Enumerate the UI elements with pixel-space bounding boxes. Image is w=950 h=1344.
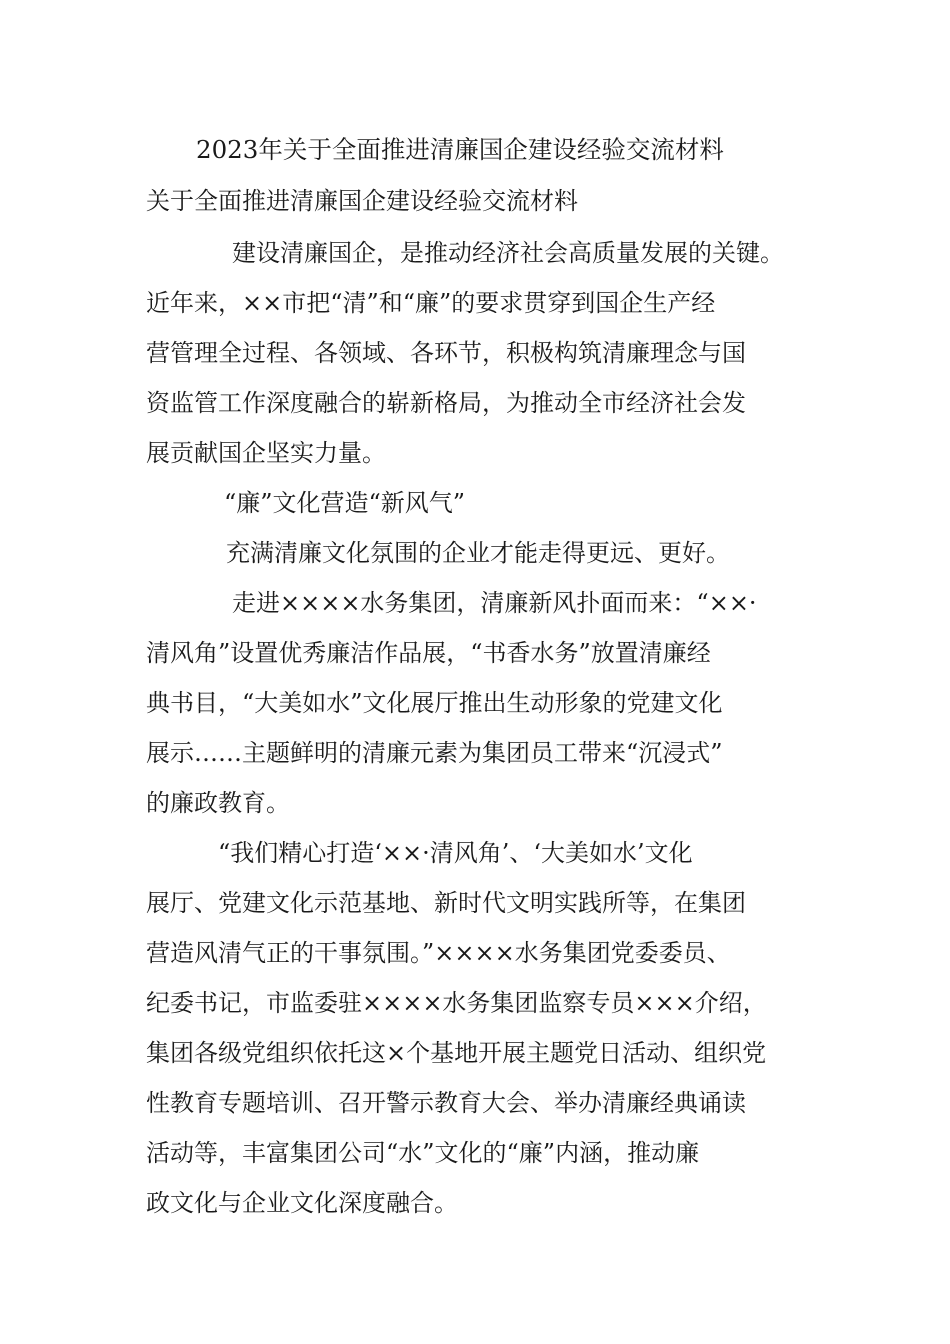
paragraph-quote <box>146 828 826 1228</box>
paragraph-line: 纪委书记，市监委驻××××水务集团监察专员×××介绍， <box>146 989 767 1017</box>
paragraph-line: 集团各级党组织依托这×个基地开展主题党日活动、组织党 <box>146 1039 767 1067</box>
document-title: 2023年关于全面推进清廉国企建设经验交流材料 <box>196 135 724 164</box>
paragraph-line: 营管理全过程、各领域、各环节，积极构筑清廉理念与国 <box>146 339 746 367</box>
paragraph-line: 充满清廉文化氛围的企业才能走得更远、更好。 <box>226 539 730 567</box>
paragraph-line: 资监管工作深度融合的崭新格局，为推动全市经济社会发 <box>146 389 746 417</box>
paragraph-line: 展示……主题鲜明的清廉元素为集团员工带来“沉浸式” <box>146 739 723 767</box>
paragraph-culture <box>146 528 826 578</box>
paragraph-line: 建设清廉国企，是推动经济社会高质量发展的关键。 <box>208 239 784 267</box>
paragraph-water-group <box>146 578 826 828</box>
section-heading <box>146 478 826 528</box>
paragraph-line: 营造风清气正的干事氛围。”××××水务集团党委委员、 <box>146 939 731 967</box>
paragraph-line: 走进××××水务集团，清廉新风扑面而来：“××· <box>208 589 757 617</box>
paragraph-line: 典书目，“大美如水”文化展厅推出生动形象的党建文化 <box>146 689 723 717</box>
paragraph-line: 展厅、党建文化示范基地、新时代文明实践所等，在集团 <box>146 889 746 917</box>
paragraph-line: 近年来，××市把“清”和“廉”的要求贯穿到国企生产经 <box>146 289 716 317</box>
paragraph-line: 性教育专题培训、召开警示教育大会、举办清廉经典诵读 <box>146 1089 746 1117</box>
section-heading-text: “廉”文化营造“新风气” <box>224 489 466 517</box>
paragraph-line: 清风角”设置优秀廉洁作品展，“书香水务”放置清廉经 <box>146 639 711 667</box>
paragraph-line: 的廉政教育。 <box>146 789 290 817</box>
paragraph-line: 展贡献国企坚实力量。 <box>146 439 386 467</box>
paragraph-line: “我们精心打造‘××·清风角’、‘大美如水’文化 <box>218 839 693 867</box>
document-subtitle: 关于全面推进清廉国企建设经验交流材料 <box>146 187 578 215</box>
paragraph-line: 活动等，丰富集团公司“水”文化的“廉”内涵，推动廉 <box>146 1139 700 1167</box>
paragraph-intro <box>146 228 826 478</box>
paragraph-line: 政文化与企业文化深度融合。 <box>146 1189 458 1217</box>
